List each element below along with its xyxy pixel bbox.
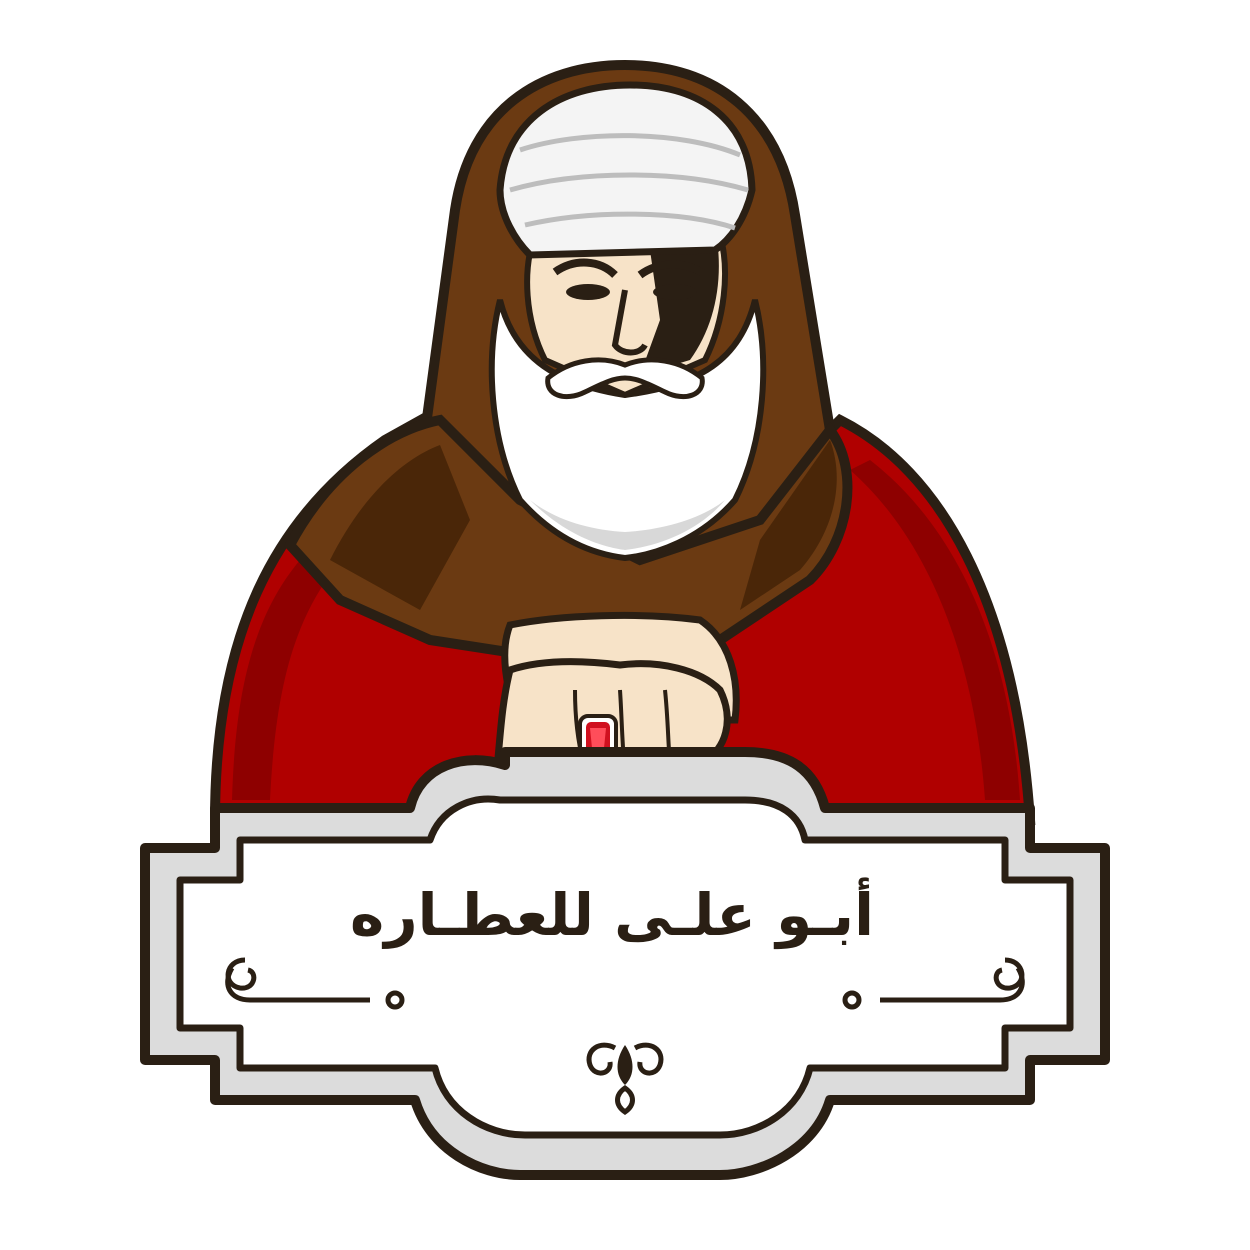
brand-name: أبـو علـى للعطـاره: [350, 881, 874, 949]
mascot-illustration: [215, 65, 1030, 820]
turban: [500, 85, 752, 255]
left-eye: [566, 284, 610, 300]
right-eye: [653, 284, 697, 300]
